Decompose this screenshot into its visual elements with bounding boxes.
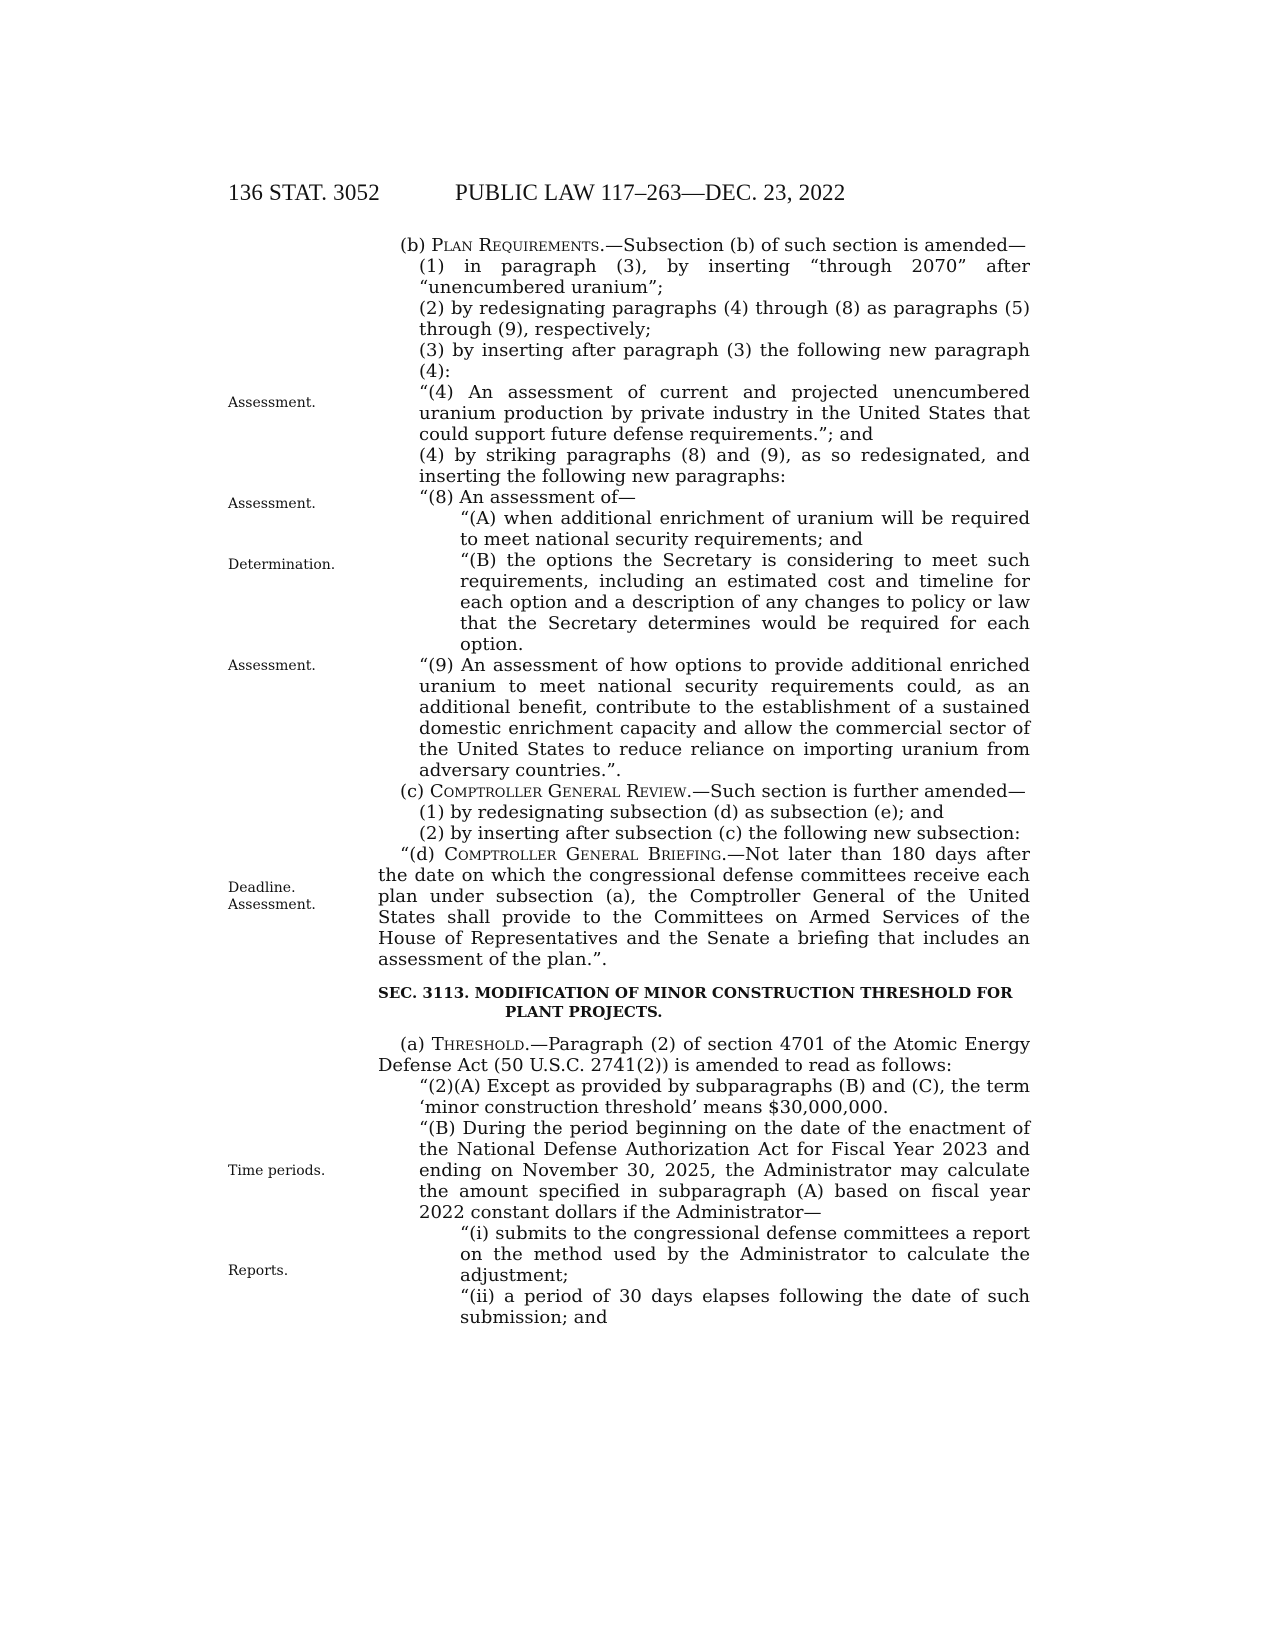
margin-note-reports: Reports. — [228, 1263, 289, 1279]
subsection-heading: Comptroller General Briefing — [444, 844, 722, 865]
subsection-c-paragraph — [378, 781, 1030, 802]
paragraph-2b: “(B) During the period beginning on the date of the enactment of the National Defense Authorization Act for Fiscal Year 2023 and ending on November 30, 2025, the Administrator may calculate the amount specified in subparagraph (A) based on fiscal year 2022 constant dollars if the Administrator— — [419, 1118, 1030, 1223]
statute-body — [378, 235, 1030, 1328]
margin-note-assessment: Assessment. — [228, 395, 316, 411]
subsection-b-paragraph — [378, 235, 1030, 256]
page-header — [228, 180, 928, 220]
subsection-text: .—Not later than 180 days after the date on which the congressional defense committees receive each plan under subsection (a), the Comptroller General of the United States shall provide to the Committees on Armed Services of the House of Representatives and the Senate a briefing that includes an assessment of the plan.”. — [378, 844, 1030, 970]
subsection-text: .—Such section is further amended— — [686, 781, 1026, 802]
clause-i: “(i) submits to the congressional defense committees a report on the method used by the Administrator to calculate the adjustment; — [460, 1223, 1030, 1286]
inserted-paragraph-8: “(8) An assessment of— — [419, 487, 636, 508]
section-heading-line-2: PLANT PROJECTS. — [505, 1003, 663, 1021]
margin-note-assessment: Assessment. — [228, 897, 316, 913]
subparagraph-b: “(B) the options the Secretary is considering to meet such requirements, including an estimated cost and timeline for each option and a description of any changes to policy or law that the Secretary determines would be required for each option. — [460, 550, 1030, 655]
subsection-text: .—Paragraph (2) of section 4701 of the Atomic Energy Defense Act (50 U.S.C. 2741(2)) is amended to read as follows: — [378, 1034, 1031, 1076]
subsection-label: “(d) — [400, 844, 445, 865]
clause-4: (4) by striking paragraphs (8) and (9), as so redesignated, and inserting the following new paragraphs: — [419, 445, 1030, 487]
subsection-label: (c) — [400, 781, 430, 802]
subsection-heading: Threshold — [431, 1034, 525, 1055]
inserted-subsection-d — [378, 844, 1030, 970]
subsection-label: (a) — [400, 1034, 432, 1055]
statute-page-number: 136 STAT. 3052 — [228, 180, 380, 205]
margin-note-assessment: Assessment. — [228, 658, 316, 674]
clause-2: (2) by inserting after subsection (c) the following new subsection: — [419, 823, 1021, 844]
margin-note-deadline: Deadline. — [228, 880, 296, 896]
public-law-title: PUBLIC LAW 117–263—DEC. 23, 2022 — [455, 180, 846, 205]
clause-2: (2) by redesignating paragraphs (4) through (8) as paragraphs (5) through (9), respectively; — [419, 298, 1030, 340]
clause-ii: “(ii) a period of 30 days elapses following the date of such submission; and — [460, 1286, 1030, 1328]
section-heading-line-1: SEC. 3113. MODIFICATION OF MINOR CONSTRUCTION THRESHOLD FOR — [378, 984, 1013, 1002]
margin-note-time-periods: Time periods. — [228, 1163, 326, 1179]
subsection-text: .—Subsection (b) of such section is amended— — [599, 235, 1026, 256]
subsection-a-paragraph — [378, 1034, 1030, 1076]
inserted-paragraph-9: “(9) An assessment of how options to provide additional enriched uranium to meet national security requirements could, as an additional benefit, contribute to the establishment of a sustained domestic enrichment capacity and allow the commercial sector of the United States to reduce reliance on importing uranium from adversary countries.”. — [419, 655, 1030, 781]
subsection-heading: Plan Requirements — [431, 235, 600, 256]
subsection-label: (b) — [400, 235, 432, 256]
subparagraph-a: “(A) when additional enrichment of uranium will be required to meet national security requirements; and — [460, 508, 1030, 550]
clause-3: (3) by inserting after paragraph (3) the following new paragraph (4): — [419, 340, 1030, 382]
clause-1: (1) in paragraph (3), by inserting “through 2070” after “unencumbered uranium”; — [419, 256, 1030, 298]
section-heading — [378, 984, 1030, 1022]
margin-note-assessment: Assessment. — [228, 496, 316, 512]
paragraph-2a: “(2)(A) Except as provided by subparagraphs (B) and (C), the term ‘minor construction threshold’ means $30,000,000. — [419, 1076, 1030, 1118]
margin-note-determination: Determination. — [228, 557, 336, 573]
subsection-heading: Comptroller General Review — [429, 781, 687, 802]
inserted-paragraph-4: “(4) An assessment of current and projected unencumbered uranium production by private industry in the United States that could support future defense requirements.”; and — [419, 382, 1030, 445]
clause-1: (1) by redesignating subsection (d) as subsection (e); and — [419, 802, 944, 823]
